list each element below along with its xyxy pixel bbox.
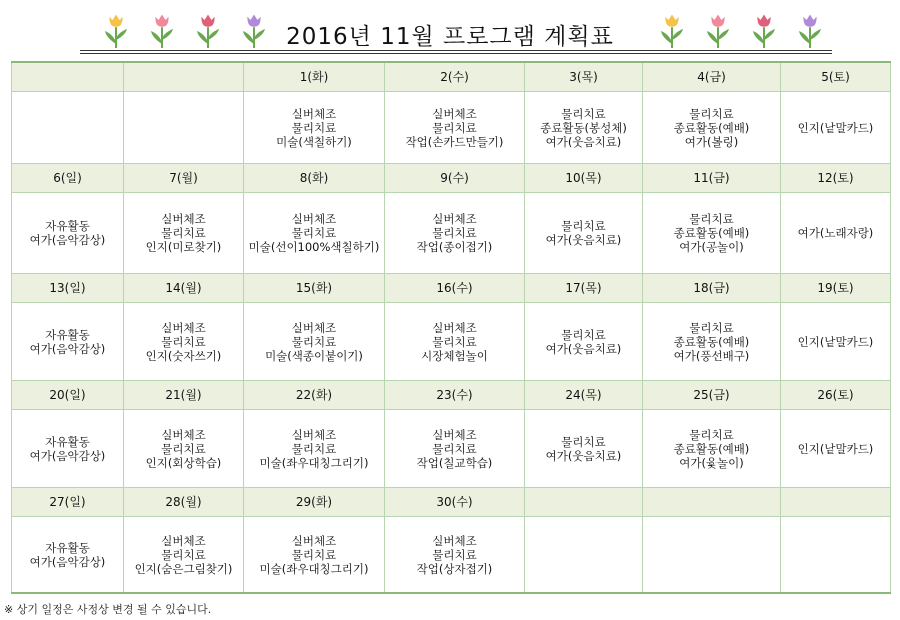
- activity-cell: [12, 303, 124, 381]
- page-title: 2016년 11월 프로그램 계획표: [286, 24, 614, 50]
- activity-cell: [643, 410, 781, 488]
- activity-item: 물리치료: [291, 334, 337, 349]
- activity-item: 실버체조: [432, 533, 477, 548]
- activity-item: 실버체조: [161, 320, 206, 335]
- activity-cell: [781, 193, 891, 274]
- tulip-icon: [746, 10, 782, 50]
- date-cell: 5(토): [781, 62, 891, 92]
- activity-item: 물리치료: [161, 441, 206, 456]
- date-cell: [124, 62, 244, 92]
- activity-item: 여가(윷놀이): [679, 455, 744, 470]
- activity-item: 여가(풍선배구): [673, 348, 750, 363]
- activity-item: 실버체조: [291, 533, 337, 548]
- activity-item: 실버체조: [432, 427, 477, 442]
- activity-item: 작업(손카드만들기): [405, 134, 504, 149]
- activity-item: 여가(음악감상): [29, 341, 106, 356]
- date-cell: 25(금): [643, 381, 781, 410]
- activity-item: 여가(웃음치료): [545, 134, 622, 149]
- activity-item: 종료활동(예배): [673, 441, 750, 456]
- activity-item: 종료활동(예배): [673, 334, 750, 349]
- activity-item: 실버체조: [291, 427, 337, 442]
- date-cell: 15(화): [244, 274, 385, 303]
- activity-cell: [781, 303, 891, 381]
- tulip-icon: [700, 10, 736, 50]
- activity-row: [12, 517, 891, 594]
- date-cell: 12(토): [781, 164, 891, 193]
- activity-cell: [244, 303, 385, 381]
- activity-cell: [12, 517, 124, 594]
- activity-item: 미술(선이100%색칠하기): [248, 240, 380, 254]
- activity-item: 인지(낱말카드): [797, 334, 874, 349]
- activity-item: 물리치료: [291, 120, 337, 135]
- activity-item: 물리치료: [432, 120, 477, 135]
- activity-item: 물리치료: [432, 226, 477, 240]
- header: [0, 0, 900, 60]
- activity-item: 물리치료: [561, 327, 606, 342]
- activity-cell: [525, 410, 643, 488]
- date-cell: 16(수): [385, 274, 525, 303]
- schedule-note: ※ 상기 일정은 사정상 변경 될 수 있습니다.: [4, 603, 212, 616]
- activity-item: 물리치료: [432, 441, 477, 456]
- activity-cell: [244, 92, 385, 164]
- activity-row: [12, 92, 891, 164]
- date-row: [12, 62, 891, 92]
- activity-item: 실버체조: [161, 212, 206, 226]
- date-cell: 2(수): [385, 62, 525, 92]
- activity-item: 자유활동: [45, 540, 90, 555]
- activity-item: 물리치료: [291, 441, 337, 456]
- date-cell: 21(월): [124, 381, 244, 410]
- tulip-icon: [98, 10, 134, 50]
- activity-item: 물리치료: [161, 547, 206, 562]
- activity-item: 인지(회상학습): [145, 455, 222, 470]
- activity-cell: [385, 92, 525, 164]
- activity-item: 물리치료: [561, 106, 606, 121]
- date-cell: 9(수): [385, 164, 525, 193]
- title-underline: [80, 53, 832, 54]
- activity-cell: [124, 92, 244, 164]
- activity-item: 여가(음악감상): [29, 233, 106, 247]
- activity-row: [12, 410, 891, 488]
- activity-cell: [244, 517, 385, 594]
- activity-item: 물리치료: [561, 434, 606, 449]
- date-cell: 10(목): [525, 164, 643, 193]
- activity-item: 실버체조: [291, 320, 337, 335]
- activity-item: 인지(숨은그림찾기): [134, 561, 233, 576]
- activity-cell: [244, 410, 385, 488]
- tulip-decoration-right: [654, 10, 828, 50]
- date-row: [12, 381, 891, 410]
- activity-item: 종료활동(예배): [673, 226, 750, 240]
- activity-item: 물리치료: [432, 334, 477, 349]
- activity-cell: [385, 193, 525, 274]
- date-cell: 29(화): [244, 488, 385, 517]
- activity-item: 실버체조: [291, 212, 337, 226]
- activity-cell: [643, 517, 781, 594]
- activity-item: 미술(좌우대칭그리기): [259, 561, 369, 576]
- activity-item: 실버체조: [161, 427, 206, 442]
- activity-cell: [124, 193, 244, 274]
- activity-cell: [525, 193, 643, 274]
- activity-item: 실버체조: [432, 212, 477, 226]
- date-cell: 4(금): [643, 62, 781, 92]
- activity-item: 실버체조: [432, 320, 477, 335]
- date-cell: 7(월): [124, 164, 244, 193]
- activity-item: 여가(웃음치료): [545, 341, 622, 356]
- date-cell: 17(목): [525, 274, 643, 303]
- activity-item: 실버체조: [161, 533, 206, 548]
- activity-item: 자유활동: [45, 327, 90, 342]
- activity-cell: [385, 303, 525, 381]
- activity-item: 물리치료: [689, 320, 734, 335]
- activity-cell: [124, 410, 244, 488]
- activity-item: 여가(음악감상): [29, 448, 106, 463]
- activity-item: 작업(종이접기): [416, 240, 493, 254]
- activity-cell: [781, 410, 891, 488]
- activity-cell: [244, 193, 385, 274]
- activity-item: 여가(음악감상): [29, 554, 106, 569]
- date-cell: 28(월): [124, 488, 244, 517]
- activity-item: 종료활동(봉성체): [540, 120, 627, 135]
- activity-cell: [12, 410, 124, 488]
- activity-item: 여가(볼링): [684, 134, 739, 149]
- activity-item: 물리치료: [291, 547, 337, 562]
- activity-item: 미술(좌우대칭그리기): [259, 455, 369, 470]
- activity-item: 물리치료: [689, 212, 734, 226]
- activity-item: 실버체조: [432, 106, 477, 121]
- activity-item: 종료활동(예배): [673, 120, 750, 135]
- date-cell: 27(일): [12, 488, 124, 517]
- activity-item: 자유활동: [45, 434, 90, 449]
- date-cell: 22(화): [244, 381, 385, 410]
- date-cell: 11(금): [643, 164, 781, 193]
- tulip-icon: [792, 10, 828, 50]
- activity-cell: [643, 193, 781, 274]
- date-row: [12, 164, 891, 193]
- activity-item: 여가(웃음치료): [545, 233, 622, 247]
- date-row: [12, 488, 891, 517]
- tulip-icon: [144, 10, 180, 50]
- date-cell: [781, 488, 891, 517]
- activity-cell: [124, 303, 244, 381]
- date-cell: [525, 488, 643, 517]
- activity-item: 물리치료: [689, 427, 734, 442]
- activity-item: 물리치료: [432, 547, 477, 562]
- activity-item: 물리치료: [689, 106, 734, 121]
- activity-item: 물리치료: [561, 219, 606, 233]
- date-cell: 8(화): [244, 164, 385, 193]
- activity-cell: [124, 517, 244, 594]
- activity-item: 여가(노래자랑): [797, 226, 874, 240]
- activity-item: 미술(색종이붙이기): [265, 348, 363, 363]
- activity-item: 자유활동: [45, 219, 90, 233]
- activity-cell: [643, 303, 781, 381]
- date-cell: 23(수): [385, 381, 525, 410]
- activity-row: [12, 193, 891, 274]
- activity-item: 물리치료: [161, 226, 206, 240]
- activity-cell: [781, 92, 891, 164]
- date-row: [12, 274, 891, 303]
- title-underline: [80, 50, 832, 51]
- activity-cell: [781, 517, 891, 594]
- activity-item: 시장체험놀이: [421, 348, 488, 363]
- date-cell: 14(월): [124, 274, 244, 303]
- activity-item: 인지(낱말카드): [797, 120, 874, 135]
- activity-cell: [385, 517, 525, 594]
- calendar-table: [11, 61, 891, 594]
- date-cell: 18(금): [643, 274, 781, 303]
- activity-item: 작업(상자접기): [416, 561, 493, 576]
- date-cell: 19(토): [781, 274, 891, 303]
- tulip-icon: [190, 10, 226, 50]
- date-cell: 26(토): [781, 381, 891, 410]
- activity-cell: [385, 410, 525, 488]
- activity-row: [12, 303, 891, 381]
- date-cell: [643, 488, 781, 517]
- activity-item: 인지(미로찾기): [145, 240, 222, 254]
- activity-cell: [525, 92, 643, 164]
- activity-item: 미술(색칠하기): [276, 134, 352, 149]
- date-cell: 1(화): [244, 62, 385, 92]
- activity-item: 인지(숫자쓰기): [145, 348, 222, 363]
- date-cell: 6(일): [12, 164, 124, 193]
- activity-cell: [525, 303, 643, 381]
- tulip-icon: [654, 10, 690, 50]
- activity-item: 여가(웃음치료): [545, 448, 622, 463]
- activity-item: 인지(낱말카드): [797, 441, 874, 456]
- date-cell: [12, 62, 124, 92]
- activity-cell: [525, 517, 643, 594]
- activity-item: 작업(칠교학습): [416, 455, 493, 470]
- activity-item: 물리치료: [291, 226, 337, 240]
- activity-cell: [12, 193, 124, 274]
- activity-item: 물리치료: [161, 334, 206, 349]
- activity-item: 여가(공놀이): [679, 240, 744, 254]
- date-cell: 30(수): [385, 488, 525, 517]
- activity-item: 실버체조: [291, 106, 337, 121]
- date-cell: 13(일): [12, 274, 124, 303]
- activity-cell: [12, 92, 124, 164]
- activity-cell: [643, 92, 781, 164]
- date-cell: 24(목): [525, 381, 643, 410]
- date-cell: 20(일): [12, 381, 124, 410]
- date-cell: 3(목): [525, 62, 643, 92]
